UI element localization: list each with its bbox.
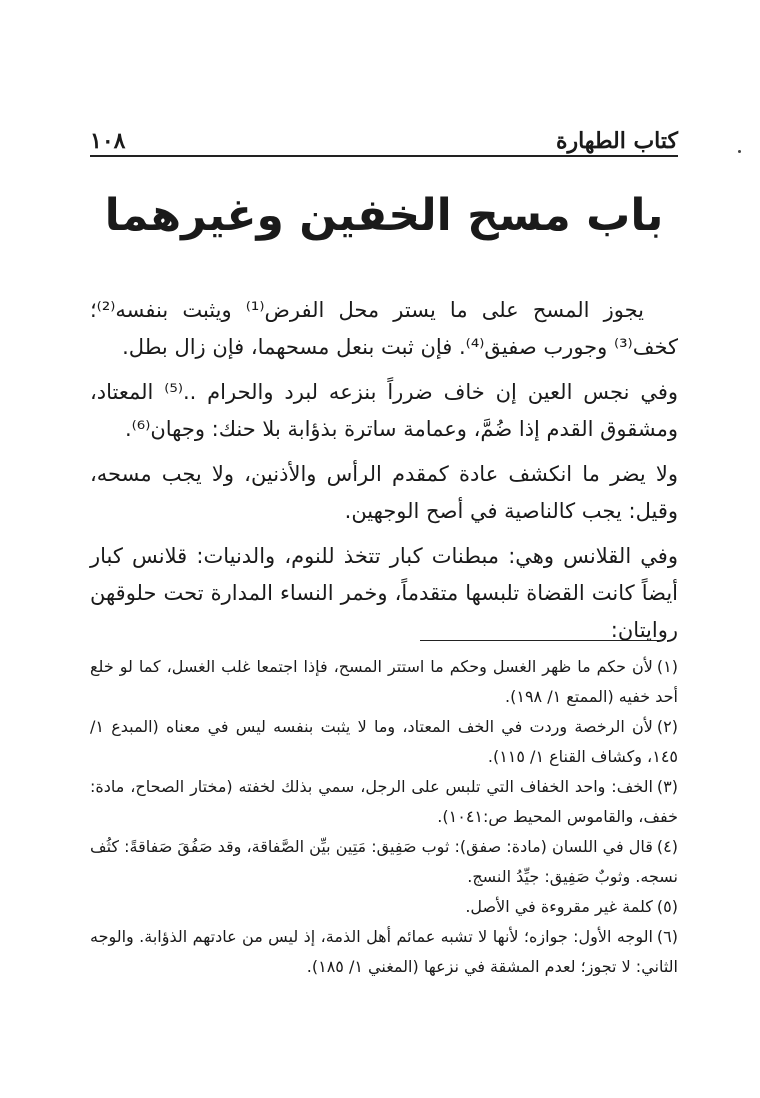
footnote-text: الخف: واحد الخفاف التي تلبس على الرجل، سمي بذلك لخفته (مختار الصحاح، مادة: خفف، والقاموس المحيط ص:١٠٤١). bbox=[90, 777, 678, 826]
footnote-item bbox=[90, 892, 678, 922]
footnote-text: كلمة غير مقروءة في الأصل. bbox=[465, 897, 653, 916]
header-divider bbox=[90, 155, 678, 157]
scan-speck bbox=[738, 150, 741, 153]
footnote-text: الوجه الأول: جوازه؛ لأنها لا تشبه عمائم أهل الذمة، إذ ليس من عادتهم الذؤابة. والوجه الثاني: لا تجوز؛ لعدم المشقة في نزعها (المغني ١/ ١٨٥). bbox=[90, 927, 678, 976]
footnotes bbox=[90, 652, 678, 982]
footnote-number: (١) bbox=[656, 657, 678, 676]
paragraph: وفي القلانس وهي: مبطنات كبار تتخذ للنوم، والدنيات: قلانس كبار أيضاً كانت القضاة تلبسها متقدماً، وخمر النساء المدارة تحت حلوقهن روايتان: bbox=[90, 544, 678, 642]
footnote-number: (٤) bbox=[656, 837, 678, 856]
running-title: كتاب الطهارة bbox=[555, 128, 678, 154]
footnote-number: (٦) bbox=[656, 927, 678, 946]
footnote-item bbox=[90, 652, 678, 712]
chapter-title: باب مسح الخفين وغيرهما bbox=[104, 190, 664, 241]
footnote-item bbox=[90, 772, 678, 832]
footnote-item bbox=[90, 712, 678, 772]
paragraph: ولا يضر ما انكشف عادة كمقدم الرأس والأذنين، ولا يجب مسحه، وقيل: يجب كالناصية في أصح الوجهين. bbox=[90, 462, 678, 523]
footnote-text: قال في اللسان (مادة: صفق): ثوب صَفِيق: مَتِين بيِّن الصَّفاقة، وقد صَفُقَ صَفاقةً: كثُف نسجه. وثوبٌ صَفِيق: جيِّدُ النسج. bbox=[90, 837, 678, 886]
footnote-divider bbox=[420, 640, 662, 641]
footnote-text: لأن حكم ما ظهر الغسل وحكم ما استتر المسح، فإذا اجتمعا غلب الغسل، كما لو خلع أحد خفيه (الممتع ١/ ١٩٨). bbox=[90, 657, 678, 706]
paragraph: يجوز المسح على ما يستر محل الفرض⁽¹⁾ ويثبت بنفسه⁽²⁾؛ كخف⁽³⁾ وجورب صفيق⁽⁴⁾. فإن ثبت بنعل مسحهما، فإن زال بطل. bbox=[90, 298, 678, 359]
footnote-text: لأن الرخصة وردت في الخف المعتاد، وما لا يثبت بنفسه ليس في معناه (المبدع ١/ ١٤٥، وكشاف القناع ١/ ١١٥). bbox=[90, 717, 678, 766]
footnote-number: (٢) bbox=[656, 717, 678, 736]
footnote-item bbox=[90, 832, 678, 892]
page-number: ١٠٨ bbox=[90, 128, 126, 154]
page-header bbox=[90, 118, 678, 154]
footnote-item bbox=[90, 922, 678, 982]
paragraph: وفي نجس العين إن خاف ضرراً بنزعه لبرد والحرام ..⁽⁵⁾ المعتاد، ومشقوق القدم إذا ضُمَّ، وعمامة ساترة بذؤابة بلا حنك: وجهان⁽⁶⁾. bbox=[90, 380, 678, 441]
footnote-number: (٣) bbox=[656, 777, 678, 796]
main-text bbox=[90, 292, 678, 657]
footnote-number: (٥) bbox=[656, 897, 678, 916]
